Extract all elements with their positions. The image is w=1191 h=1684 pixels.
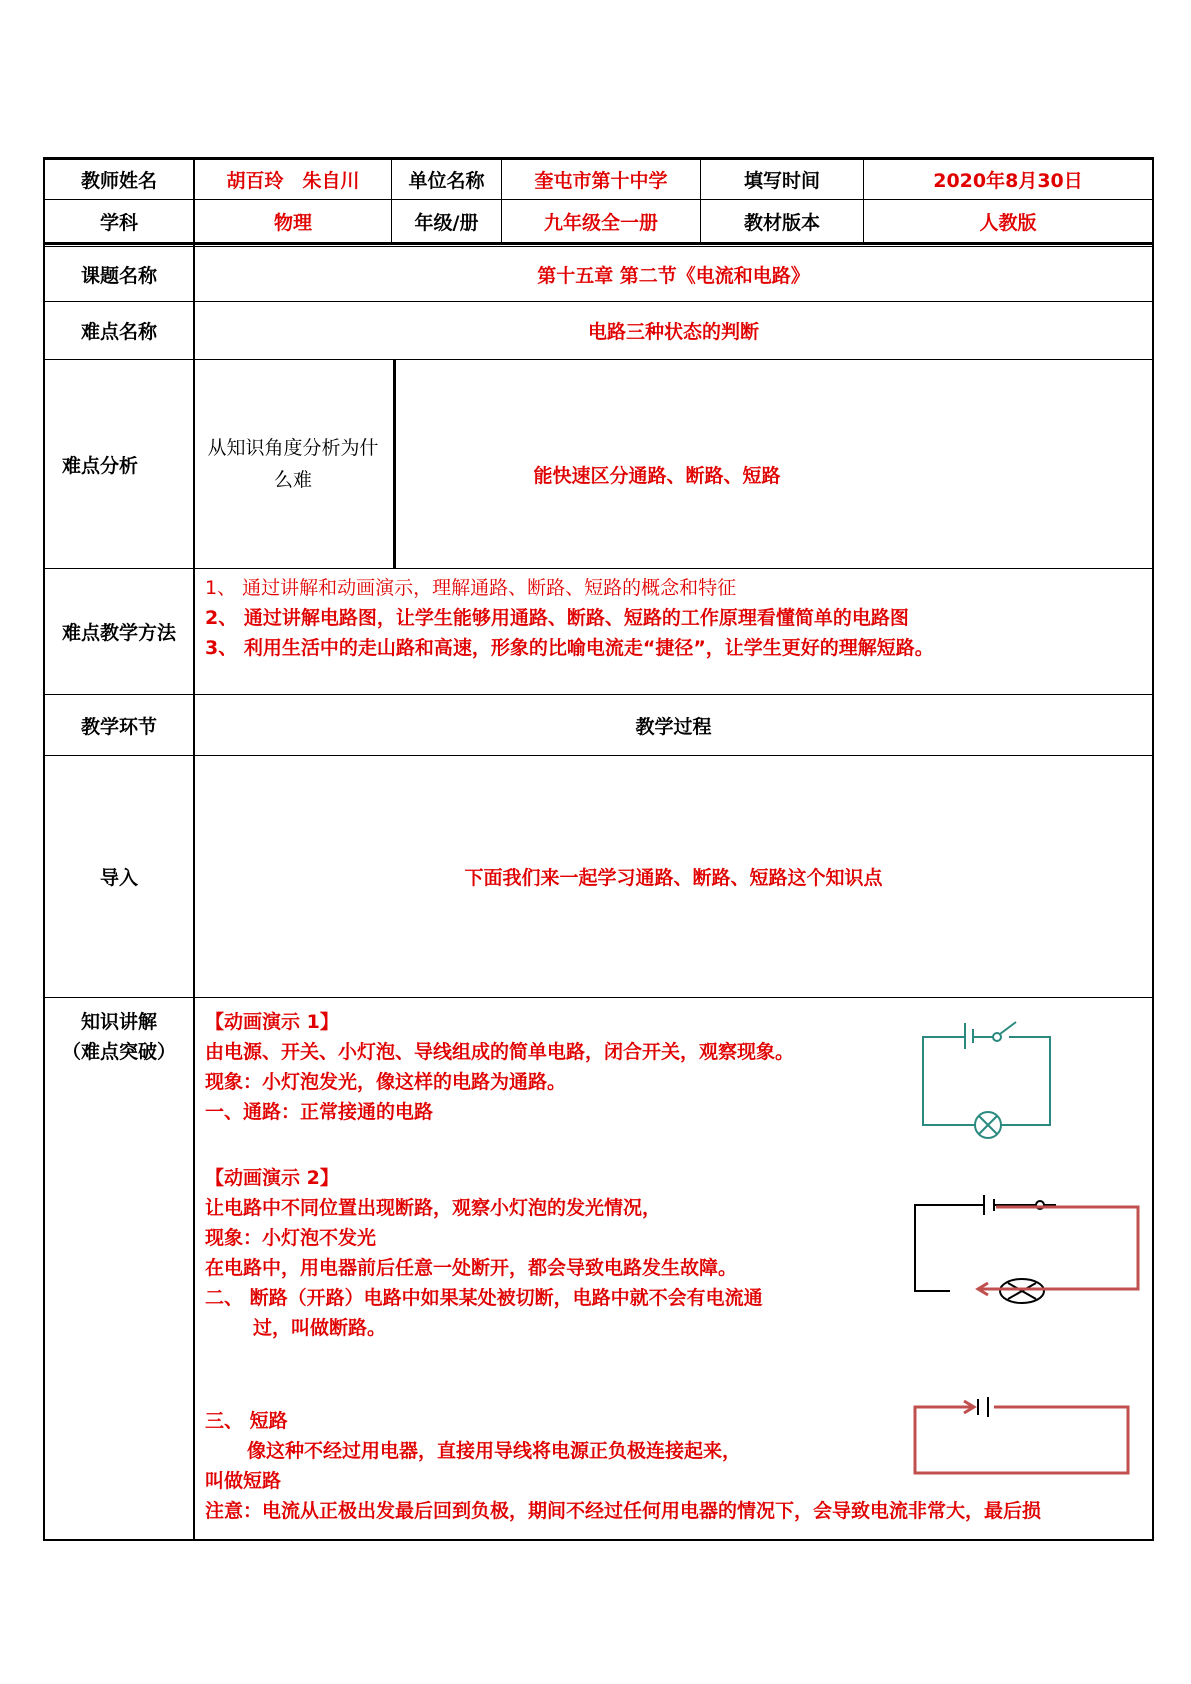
demo1-line: 一、通路：正常接通的电路 — [205, 1101, 434, 1123]
demo2-line: 让电路中不同位置出现断路，观察小灯泡的发光情况， — [205, 1197, 662, 1219]
demo1-line: 由电源、开关、小灯泡、导线组成的简单电路，闭合开关，观察现象。 — [205, 1041, 795, 1063]
intro-label: 导入 — [99, 867, 138, 889]
short-title: 三、 短路 — [205, 1410, 288, 1432]
method-item: 2、 通过讲解电路图，让学生能够用通路、断路、短路的工作原理看懂简单的电路图 — [205, 607, 909, 629]
edition-value: 人教版 — [979, 211, 1037, 234]
knowledge-label-line: 知识讲解 — [80, 1011, 157, 1033]
methods-label: 难点教学方法 — [61, 622, 176, 644]
topic-label: 课题名称 — [80, 264, 157, 287]
edition-label: 教材版本 — [743, 211, 820, 234]
difficulty-label: 难点名称 — [80, 321, 157, 343]
open-circuit-diagram — [910, 1181, 1152, 1306]
process-stage-label: 教学环节 — [80, 715, 157, 738]
closed-circuit-diagram — [915, 1013, 1065, 1148]
subject-label: 学科 — [99, 211, 138, 234]
grade-value: 九年级全一册 — [543, 211, 658, 234]
analysis-value: 能快速区分通路、断路、短路 — [533, 464, 781, 487]
grade-label: 年级/册 — [414, 211, 479, 234]
short-line: 注意：电流从正极出发最后回到负极，期间不经过任何用电器的情况下，会导致电流非常大，最后损 — [205, 1500, 1042, 1522]
topic-value: 第十五章 第二节《电流和电路》 — [537, 264, 810, 287]
demo1-line: 现象：小灯泡发光，像这样的电路为通路。 — [205, 1071, 567, 1093]
process-header-value: 教学过程 — [635, 715, 712, 738]
method-item: 1、 通过讲解和动画演示，理解通路、断路、短路的概念和特征 — [205, 577, 737, 599]
lesson-plan-table — [43, 157, 1154, 1542]
intro-value: 下面我们来一起学习通路、断路、短路这个知识点 — [464, 867, 883, 889]
unit-label: 单位名称 — [408, 169, 485, 192]
short-line: 像这种不经过用电器，直接用导线将电源正负极连接起来， — [247, 1440, 742, 1462]
methods-list — [195, 569, 1152, 694]
demo2-line: 现象：小灯泡不发光 — [205, 1227, 377, 1249]
short-circuit-diagram — [910, 1393, 1140, 1478]
analysis-label: 难点分析 — [61, 454, 138, 477]
date-value: 2020年8月30日 — [933, 169, 1083, 192]
method-item: 3、 利用生活中的走山路和高速，形象的比喻电流走“捷径”，让学生更好的理解短路。 — [205, 637, 934, 659]
demo1-title: 【动画演示 1】 — [205, 1011, 339, 1033]
date-label: 填写时间 — [743, 169, 820, 192]
knowledge-label-line: （难点突破） — [61, 1041, 176, 1063]
analysis-sub-label: 从知识角度分析为什么难 — [207, 437, 379, 491]
demo2-line: 二、 断路（开路）电路中如果某处被切断，电路中就不会有电流通 — [205, 1287, 763, 1309]
subject-value: 物理 — [273, 211, 312, 234]
knowledge-label — [45, 1007, 193, 1067]
difficulty-value: 电路三种状态的判断 — [587, 321, 759, 343]
short-line: 叫做短路 — [205, 1470, 282, 1492]
demo2-line: 过，叫做断路。 — [253, 1317, 387, 1339]
demo2-line: 在电路中，用电器前后任意一处断开，都会导致电路发生故障。 — [205, 1257, 738, 1279]
demo2-title: 【动画演示 2】 — [205, 1167, 339, 1189]
knowledge-content — [195, 998, 1152, 1539]
teacher-value: 胡百玲 朱自川 — [226, 169, 360, 192]
unit-value: 奎屯市第十中学 — [534, 169, 668, 192]
teacher-label: 教师姓名 — [80, 169, 157, 192]
